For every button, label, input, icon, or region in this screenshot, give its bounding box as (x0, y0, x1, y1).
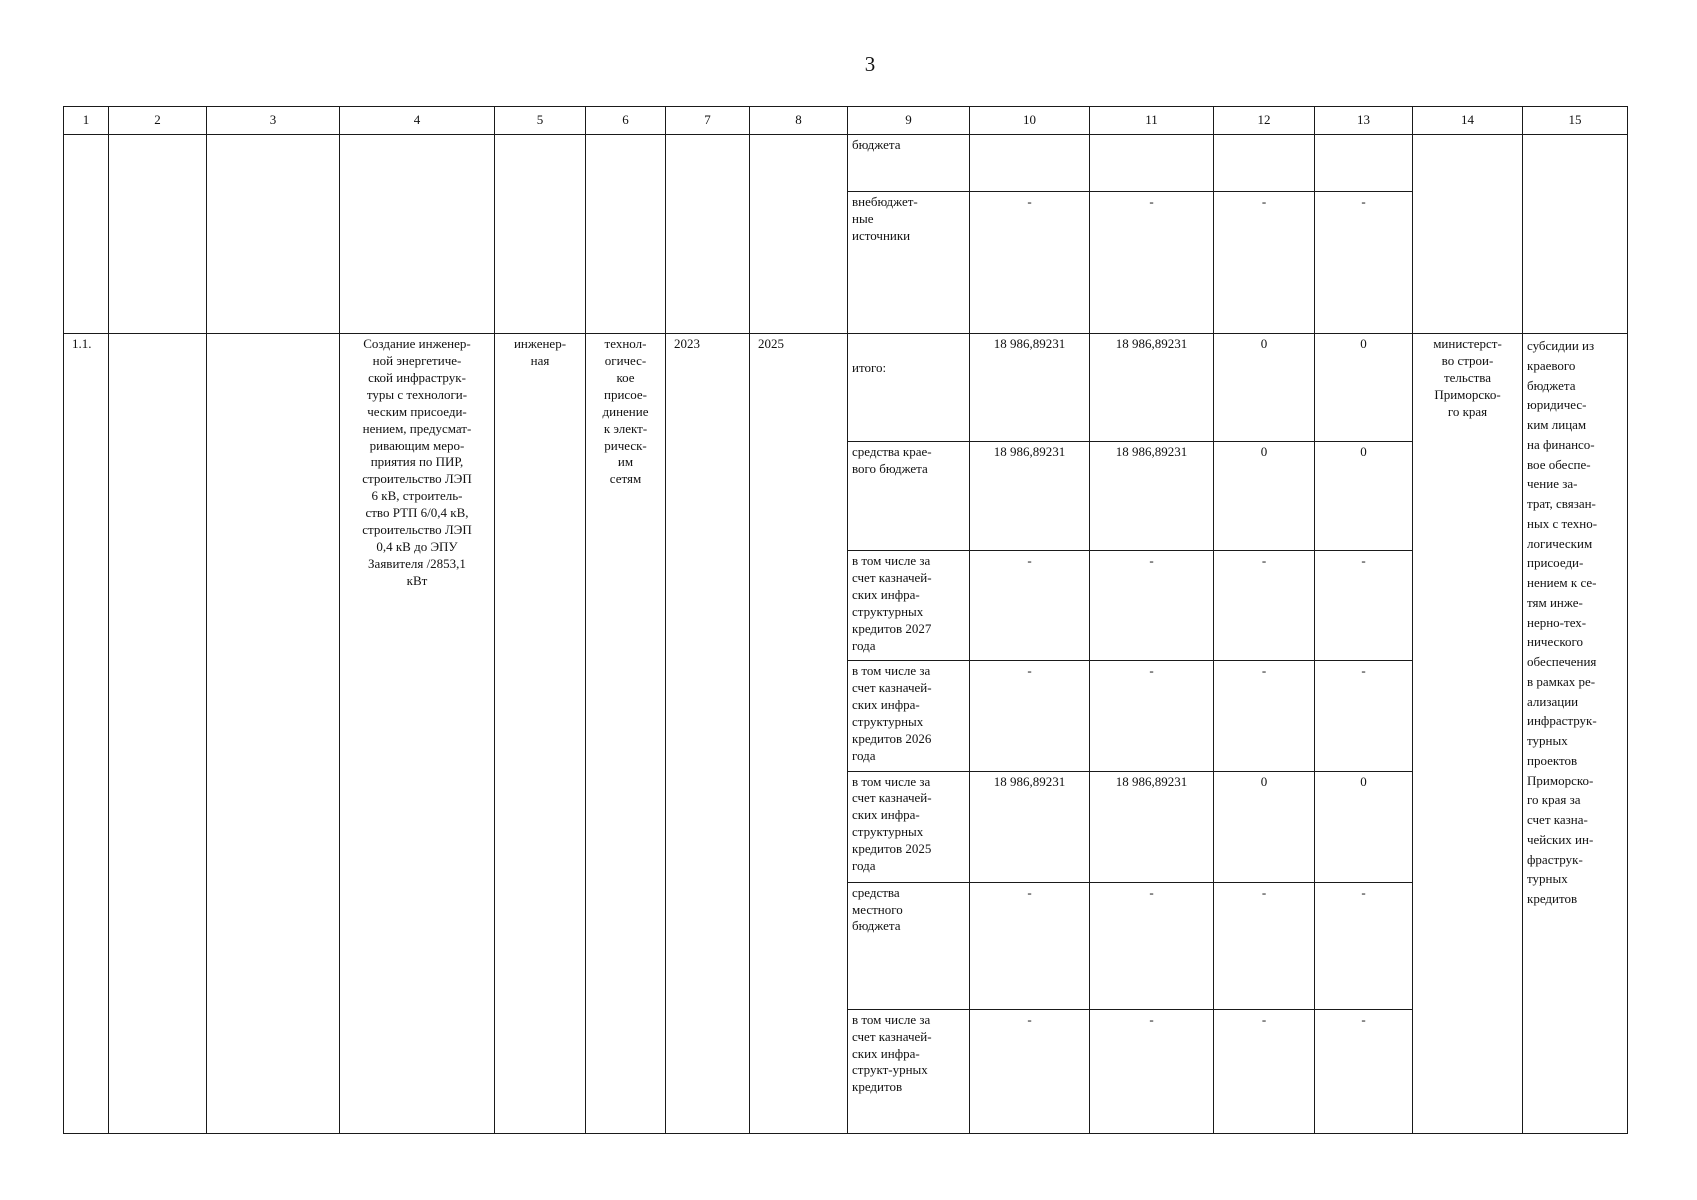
value-cell: 0 (1214, 334, 1315, 442)
item-type: инженер- ная (495, 334, 586, 1134)
funding-source-cell: в том числе за счет казначей- ских инфра- структурных кредитов 2025 года (848, 771, 970, 882)
value-cell: - (970, 661, 1090, 771)
value-cell: 18 986,89231 (970, 771, 1090, 882)
value-cell: - (1090, 661, 1214, 771)
header-row (64, 107, 1628, 135)
value-cell: - (970, 882, 1090, 1009)
empty-cell (109, 334, 207, 1134)
header-cell: 12 (1214, 107, 1315, 135)
empty-cell (207, 135, 340, 334)
value-cell: - (1315, 551, 1413, 661)
responsible-ministry: министерст- во строи- тельства Приморско- го края (1413, 334, 1523, 1134)
value-cell: 18 986,89231 (970, 334, 1090, 442)
item-category: технол- огичес- кое присое- динение к элект- рическ- им сетям (586, 334, 666, 1134)
value-cell: - (970, 551, 1090, 661)
value-cell: 18 986,89231 (1090, 442, 1214, 551)
funding-source-cell: средства местного бюджета (848, 882, 970, 1009)
financing-table (63, 106, 1628, 1134)
value-cell: - (1214, 661, 1315, 771)
funding-purpose: субсидии из краевого бюджета юридичес- ким лицам на финансо- вое обеспе- чение за- трат, связан- ных с техно- логическим присоеди- нением к се- тям инже- нерно-тех- нического обеспечения в рамках ре- ализации инфраструк- турных проектов Приморско- го края за счет казна- чейских ин- фраструк- турных кредитов (1523, 334, 1628, 1134)
value-cell: 18 986,89231 (1090, 334, 1214, 442)
empty-cell (1413, 135, 1523, 334)
page-number: 3 (864, 52, 876, 76)
value-cell: 0 (1315, 334, 1413, 442)
empty-cell (207, 334, 340, 1134)
item-number: 1.1. (64, 334, 109, 1134)
year-end: 2025 (750, 334, 848, 1134)
value-cell: - (1315, 1009, 1413, 1133)
header-cell: 5 (495, 107, 586, 135)
value-cell: - (1315, 192, 1413, 334)
empty-cell (666, 135, 750, 334)
header-cell: 11 (1090, 107, 1214, 135)
header-cell: 13 (1315, 107, 1413, 135)
header-cell: 3 (207, 107, 340, 135)
header-cell: 14 (1413, 107, 1523, 135)
value-cell: 0 (1214, 442, 1315, 551)
header-cell: 2 (109, 107, 207, 135)
value-cell: 18 986,89231 (1090, 771, 1214, 882)
funding-source-cell: средства крае- вого бюджета (848, 442, 970, 551)
value-cell: - (970, 1009, 1090, 1133)
value-cell: - (1214, 882, 1315, 1009)
value-cell: - (1090, 551, 1214, 661)
table-row (64, 334, 1628, 442)
funding-source-cell: бюджета (848, 135, 970, 192)
year-start: 2023 (666, 334, 750, 1134)
item-name: Создание инженер- ной энергетиче- ской инфраструк- туры с технологи- ческим присоеди- нением, предусмат- ривающим меро- приятия по ПИР, строительство ЛЭП 6 кВ, строитель- ство РТП 6/0,4 кВ, строительство ЛЭП 0,4 кВ до ЭПУ Заявителя /2853,1 кВт (340, 334, 495, 1134)
header-cell: 7 (666, 107, 750, 135)
header-cell: 4 (340, 107, 495, 135)
value-cell (1214, 135, 1315, 192)
value-cell (1090, 135, 1214, 192)
funding-source-cell: в том числе за счет казначей- ских инфра- структ-урных кредитов (848, 1009, 970, 1133)
funding-source-cell: итого: (848, 334, 970, 442)
header-cell: 6 (586, 107, 666, 135)
value-cell: - (1315, 661, 1413, 771)
funding-source-cell: в том числе за счет казначей- ских инфра- структурных кредитов 2026 года (848, 661, 970, 771)
value-cell: - (1315, 882, 1413, 1009)
value-cell (970, 135, 1090, 192)
value-cell: - (1214, 1009, 1315, 1133)
header-cell: 9 (848, 107, 970, 135)
empty-cell (495, 135, 586, 334)
value-cell: 0 (1315, 442, 1413, 551)
value-cell: - (1090, 882, 1214, 1009)
empty-cell (109, 135, 207, 334)
empty-cell (340, 135, 495, 334)
empty-cell (750, 135, 848, 334)
header-cell: 1 (64, 107, 109, 135)
value-cell: 0 (1214, 771, 1315, 882)
header-cell: 15 (1523, 107, 1628, 135)
header-cell: 8 (750, 107, 848, 135)
value-cell: - (1214, 551, 1315, 661)
value-cell: 18 986,89231 (970, 442, 1090, 551)
empty-cell (64, 135, 109, 334)
header-cell: 10 (970, 107, 1090, 135)
table-row (64, 135, 1628, 192)
value-cell (1315, 135, 1413, 192)
funding-source-cell: внебюджет- ные источники (848, 192, 970, 334)
empty-cell (586, 135, 666, 334)
funding-source-cell: в том числе за счет казначей- ских инфра- структурных кредитов 2027 года (848, 551, 970, 661)
value-cell: - (1090, 192, 1214, 334)
value-cell: - (1214, 192, 1315, 334)
value-cell: - (970, 192, 1090, 334)
value-cell: - (1090, 1009, 1214, 1133)
empty-cell (1523, 135, 1628, 334)
value-cell: 0 (1315, 771, 1413, 882)
